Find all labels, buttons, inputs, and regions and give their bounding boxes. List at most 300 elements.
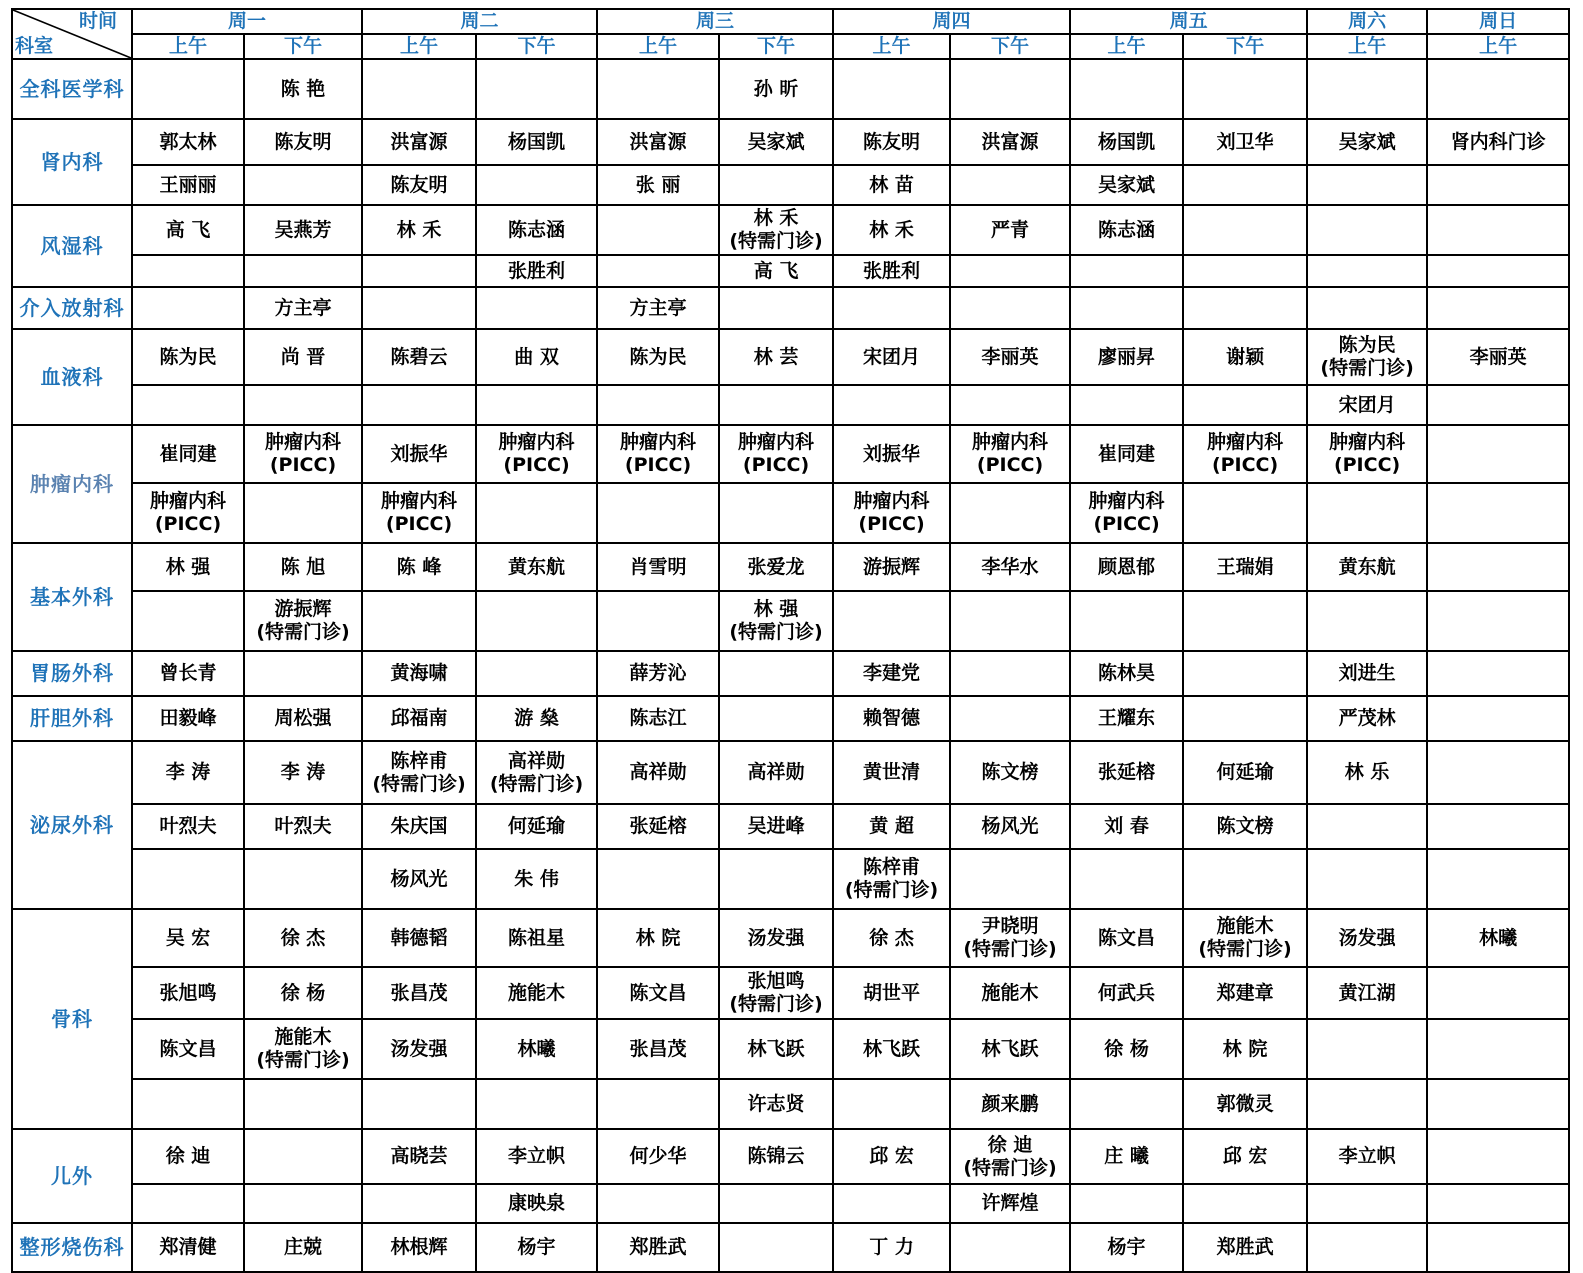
doctor-name: 张延榕	[629, 815, 687, 837]
doctor-cell	[950, 849, 1070, 909]
doctor-cell	[833, 1223, 950, 1272]
doctor-name: 严茂林	[1338, 707, 1396, 729]
doctor-cell	[362, 119, 476, 165]
clinic-note: (特需门诊)	[844, 879, 939, 901]
doctor-name: 张延榕	[1098, 761, 1156, 783]
doctor-cell	[476, 119, 597, 165]
doctor-cell	[132, 1129, 244, 1184]
doctor-name: 陈林昊	[1098, 662, 1156, 684]
doctor-name: 徐 杰	[869, 926, 914, 949]
day-header: 周一	[132, 9, 362, 34]
doctor-cell	[476, 741, 597, 804]
doctor-cell	[833, 696, 950, 741]
clinic-note: (特需门诊)	[489, 772, 584, 795]
doctor-cell	[476, 543, 597, 591]
doctor-cell	[362, 59, 476, 119]
doctor-cell	[597, 591, 719, 651]
doctor-cell	[719, 425, 833, 483]
day-header: 周六	[1307, 9, 1427, 34]
doctor-cell	[833, 804, 950, 849]
doctor-cell	[719, 483, 833, 543]
doctor-name: 陈为民	[1338, 334, 1396, 356]
clinic-note: (特需门诊)	[256, 621, 350, 643]
doctor-name: 曲 双	[514, 345, 559, 368]
doctor-cell	[1427, 255, 1569, 287]
doctor-cell	[1427, 425, 1569, 483]
doctor-cell	[132, 741, 244, 804]
doctor-cell	[476, 165, 597, 205]
doctor-cell	[362, 849, 476, 909]
doctor-cell	[244, 385, 362, 425]
doctor-name: 陈文昌	[629, 981, 687, 1004]
doctor-cell	[362, 741, 476, 804]
schedule-row	[12, 1129, 1569, 1184]
department-label: 肾内科	[40, 149, 104, 174]
doctor-name: 李 涛	[165, 761, 211, 783]
doctor-name: 林 院	[1222, 1037, 1268, 1060]
doctor-cell	[362, 543, 476, 591]
doctor-cell	[362, 591, 476, 651]
doctor-cell	[1070, 591, 1183, 651]
doctor-cell	[244, 165, 362, 205]
doctor-cell	[719, 651, 833, 696]
doctor-name: 林曦	[517, 1037, 556, 1060]
doctor-cell	[132, 1019, 244, 1079]
department-label: 风湿科	[40, 233, 104, 258]
doctor-cell	[244, 696, 362, 741]
clinic-note: (PICC)	[742, 454, 810, 476]
doctor-cell	[1183, 329, 1307, 385]
doctor-name: 陈文榜	[981, 761, 1039, 783]
doctor-cell	[1183, 967, 1307, 1019]
doctor-name: 张旭鸣	[747, 970, 805, 992]
doctor-cell	[1427, 909, 1569, 967]
doctor-cell	[1307, 483, 1427, 543]
doctor-cell	[1070, 696, 1183, 741]
doctor-cell	[1183, 255, 1307, 287]
doctor-cell	[719, 1079, 833, 1129]
doctor-name: 陈志涵	[1098, 218, 1156, 241]
doctor-name: 肿瘤内科	[972, 431, 1049, 453]
department-name	[12, 329, 132, 425]
doctor-cell	[1307, 425, 1427, 483]
doctor-name: 林 芸	[753, 345, 799, 368]
doctor-name: 王丽丽	[159, 173, 217, 196]
doctor-name: 谢颖	[1226, 345, 1265, 368]
doctor-name: 叶烈夫	[159, 815, 217, 837]
doctor-name: 高祥勋	[629, 761, 687, 783]
doctor-name: 陈 艳	[280, 77, 326, 100]
doctor-cell	[1427, 1129, 1569, 1184]
doctor-name: 崔同建	[1098, 442, 1156, 465]
doctor-cell	[1307, 385, 1427, 425]
doctor-name: 游振辉	[863, 555, 921, 578]
department-label: 基本外科	[30, 584, 114, 609]
doctor-name: 庄兢	[284, 1236, 323, 1258]
doctor-name: 陈 旭	[280, 555, 326, 578]
doctor-cell	[1427, 741, 1569, 804]
doctor-cell	[719, 59, 833, 119]
doctor-name: 陈祖星	[508, 926, 566, 949]
doctor-cell	[1427, 591, 1569, 651]
doctor-name: 陈志涵	[508, 218, 566, 241]
doctor-cell	[132, 119, 244, 165]
department-label: 介入放射科	[19, 295, 125, 320]
doctor-cell	[950, 329, 1070, 385]
doctor-name: 汤发强	[747, 926, 805, 949]
doctor-name: 肾内科门诊	[1450, 130, 1546, 153]
session-header: 下午	[244, 34, 362, 59]
doctor-name: 陈为民	[629, 345, 687, 368]
doctor-cell	[1183, 696, 1307, 741]
doctor-name: 李立帜	[508, 1145, 566, 1167]
doctor-name: 李丽英	[981, 345, 1039, 368]
doctor-cell	[1307, 1019, 1427, 1079]
doctor-cell	[950, 909, 1070, 967]
doctor-cell	[1427, 59, 1569, 119]
doctor-cell	[362, 255, 476, 287]
doctor-cell	[719, 741, 833, 804]
doctor-cell	[1183, 205, 1307, 255]
doctor-name: 林 苗	[869, 173, 914, 196]
doctor-cell	[833, 165, 950, 205]
doctor-name: 肿瘤内科	[1329, 431, 1406, 453]
doctor-name: 宋团月	[1338, 393, 1396, 416]
doctor-cell	[476, 696, 597, 741]
department-name	[12, 543, 132, 651]
doctor-cell	[950, 1223, 1070, 1272]
doctor-cell	[597, 1079, 719, 1129]
doctor-name: 尹晓明	[981, 915, 1039, 937]
doctor-cell	[132, 696, 244, 741]
doctor-cell	[950, 59, 1070, 119]
doctor-cell	[476, 1223, 597, 1272]
doctor-cell	[597, 287, 719, 329]
doctor-cell	[950, 255, 1070, 287]
doctor-cell	[1183, 651, 1307, 696]
schedule-row	[12, 543, 1569, 591]
doctor-cell	[597, 255, 719, 287]
doctor-name: 杨宇	[1107, 1236, 1146, 1258]
doctor-cell	[244, 425, 362, 483]
doctor-name: 高晓芸	[390, 1145, 448, 1167]
clinic-note: (特需门诊)	[963, 938, 1057, 960]
doctor-name: 徐 迪	[165, 1145, 211, 1167]
doctor-cell	[362, 1184, 476, 1223]
department-name	[12, 59, 132, 119]
doctor-cell	[476, 591, 597, 651]
doctor-cell	[1183, 1223, 1307, 1272]
doctor-cell	[132, 205, 244, 255]
doctor-cell	[597, 741, 719, 804]
doctor-cell	[1427, 1079, 1569, 1129]
doctor-name: 刘振华	[863, 442, 921, 465]
doctor-cell	[244, 543, 362, 591]
doctor-name: 肿瘤内科	[620, 431, 697, 453]
department-label: 整形烧伤科	[19, 1235, 125, 1259]
doctor-cell	[950, 165, 1070, 205]
doctor-cell	[1070, 483, 1183, 543]
doctor-cell	[597, 696, 719, 741]
doctor-cell	[1183, 119, 1307, 165]
doctor-cell	[1183, 909, 1307, 967]
doctor-cell	[244, 967, 362, 1019]
doctor-cell	[362, 287, 476, 329]
doctor-cell	[244, 651, 362, 696]
doctor-cell	[597, 59, 719, 119]
doctor-name: 洪富源	[981, 130, 1039, 153]
doctor-cell	[833, 1019, 950, 1079]
doctor-name: 高 飞	[753, 259, 799, 282]
doctor-cell	[1307, 1184, 1427, 1223]
doctor-cell	[132, 849, 244, 909]
doctor-cell	[132, 1184, 244, 1223]
doctor-cell	[950, 1184, 1070, 1223]
doctor-name: 陈文昌	[1098, 926, 1156, 949]
doctor-cell	[833, 287, 950, 329]
doctor-name: 黄 超	[869, 815, 914, 837]
doctor-name: 陈文榜	[1216, 815, 1274, 837]
doctor-name: 陈碧云	[390, 345, 448, 368]
schedule-row	[12, 967, 1569, 1019]
doctor-cell	[476, 1184, 597, 1223]
doctor-cell	[132, 1223, 244, 1272]
doctor-name: 徐 杨	[280, 981, 326, 1004]
doctor-name: 吴家斌	[747, 130, 805, 153]
doctor-cell	[132, 909, 244, 967]
doctor-name: 周松强	[274, 707, 332, 729]
doctor-cell	[244, 1184, 362, 1223]
schedule-row	[12, 287, 1569, 329]
department-name	[12, 741, 132, 909]
doctor-cell	[362, 329, 476, 385]
doctor-name: 许辉煌	[981, 1192, 1039, 1214]
doctor-cell	[719, 849, 833, 909]
doctor-cell	[597, 909, 719, 967]
doctor-cell	[719, 909, 833, 967]
doctor-cell	[1427, 849, 1569, 909]
doctor-name: 汤发强	[390, 1037, 448, 1060]
doctor-cell	[132, 329, 244, 385]
doctor-name: 吴燕芳	[274, 218, 332, 241]
doctor-cell	[1427, 329, 1569, 385]
doctor-name: 廖丽昇	[1098, 345, 1156, 368]
doctor-cell	[132, 59, 244, 119]
doctor-cell	[719, 329, 833, 385]
doctor-cell	[950, 696, 1070, 741]
doctor-name: 施能木	[508, 981, 566, 1004]
doctor-name: 黄江湖	[1338, 981, 1396, 1004]
doctor-cell	[719, 165, 833, 205]
clinic-note: (PICC)	[269, 454, 337, 476]
doctor-name: 刘进生	[1338, 662, 1396, 684]
doctor-name: 杨宇	[517, 1236, 556, 1258]
doctor-cell	[950, 1129, 1070, 1184]
doctor-cell	[1070, 967, 1183, 1019]
doctor-name: 肿瘤内科	[1207, 431, 1284, 453]
schedule-row	[12, 119, 1569, 165]
doctor-cell	[597, 1223, 719, 1272]
doctor-name: 薛芳沁	[629, 662, 687, 684]
doctor-cell	[476, 651, 597, 696]
doctor-name: 林飞跃	[981, 1037, 1039, 1060]
doctor-name: 邱福南	[390, 707, 448, 729]
doctor-cell	[1427, 1019, 1569, 1079]
doctor-cell	[719, 255, 833, 287]
doctor-name: 陈为民	[159, 345, 217, 368]
doctor-name: 黄东航	[1338, 555, 1396, 578]
doctor-name: 郑清健	[159, 1236, 217, 1258]
schedule-row	[12, 1223, 1569, 1272]
doctor-name: 张胜利	[508, 259, 566, 282]
session-header: 下午	[950, 34, 1070, 59]
doctor-name: 方主亭	[274, 296, 332, 319]
doctor-cell	[950, 651, 1070, 696]
doctor-name: 曾长青	[159, 662, 217, 684]
doctor-cell	[597, 329, 719, 385]
doctor-name: 张爱龙	[747, 555, 805, 578]
outpatient-schedule-table	[11, 8, 1570, 1273]
doctor-cell	[244, 119, 362, 165]
doctor-cell	[132, 543, 244, 591]
doctor-cell	[362, 483, 476, 543]
doctor-cell	[132, 651, 244, 696]
doctor-cell	[132, 804, 244, 849]
doctor-name: 邱 宏	[869, 1145, 914, 1167]
doctor-cell	[597, 651, 719, 696]
doctor-cell	[597, 385, 719, 425]
doctor-cell	[1183, 165, 1307, 205]
doctor-cell	[597, 543, 719, 591]
doctor-cell	[1307, 205, 1427, 255]
doctor-name: 许志贤	[747, 1092, 805, 1115]
department-name	[12, 1223, 132, 1272]
doctor-cell	[362, 651, 476, 696]
department-label: 血液科	[40, 364, 104, 389]
schedule-row	[12, 909, 1569, 967]
doctor-cell	[476, 1079, 597, 1129]
doctor-name: 林根辉	[390, 1236, 448, 1258]
doctor-cell	[1307, 59, 1427, 119]
doctor-name: 李立帜	[1338, 1145, 1396, 1167]
doctor-name: 林 强	[165, 555, 211, 578]
doctor-cell	[132, 425, 244, 483]
clinic-note: (特需门诊)	[372, 772, 466, 795]
doctor-name: 肿瘤内科	[738, 431, 815, 453]
session-header: 上午	[1070, 34, 1183, 59]
doctor-cell	[1070, 425, 1183, 483]
doctor-cell	[244, 483, 362, 543]
doctor-cell	[719, 1223, 833, 1272]
doctor-cell	[1427, 287, 1569, 329]
doctor-name: 汤发强	[1338, 926, 1396, 949]
doctor-name: 刘卫华	[1216, 130, 1274, 153]
doctor-cell	[1427, 543, 1569, 591]
doctor-cell	[362, 385, 476, 425]
doctor-cell	[132, 385, 244, 425]
doctor-cell	[950, 287, 1070, 329]
schedule-row	[12, 385, 1569, 425]
doctor-cell	[1183, 425, 1307, 483]
department-name	[12, 425, 132, 543]
doctor-cell	[476, 804, 597, 849]
doctor-cell	[1307, 651, 1427, 696]
doctor-cell	[950, 425, 1070, 483]
doctor-cell	[1307, 543, 1427, 591]
doctor-name: 田毅峰	[159, 707, 217, 729]
doctor-cell	[362, 696, 476, 741]
doctor-cell	[362, 1223, 476, 1272]
doctor-cell	[244, 59, 362, 119]
doctor-name: 孙 昕	[753, 77, 799, 100]
schedule-row	[12, 425, 1569, 483]
doctor-name: 高祥勋	[747, 761, 805, 783]
doctor-cell	[1070, 1184, 1183, 1223]
schedule-row	[12, 741, 1569, 804]
doctor-cell	[244, 849, 362, 909]
doctor-cell	[950, 1019, 1070, 1079]
doctor-cell	[1307, 1129, 1427, 1184]
clinic-note: (PICC)	[858, 513, 925, 535]
doctor-cell	[1427, 967, 1569, 1019]
doctor-cell	[476, 967, 597, 1019]
schedule-row	[12, 651, 1569, 696]
session-header: 上午	[597, 34, 719, 59]
doctor-cell	[476, 59, 597, 119]
doctor-cell	[362, 967, 476, 1019]
doctor-cell	[597, 119, 719, 165]
doctor-name: 游振辉	[274, 598, 332, 620]
doctor-cell	[833, 849, 950, 909]
doctor-cell	[833, 741, 950, 804]
doctor-cell	[719, 591, 833, 651]
doctor-name: 陈锦云	[747, 1145, 805, 1167]
clinic-note: (特需门诊)	[729, 230, 823, 252]
doctor-name: 施能木	[274, 1026, 332, 1048]
doctor-name: 李丽英	[1469, 345, 1527, 368]
department-label: 儿外	[51, 1163, 93, 1188]
schedule-row	[12, 483, 1569, 543]
doctor-cell	[476, 205, 597, 255]
doctor-cell	[132, 1079, 244, 1129]
doctor-name: 刘振华	[390, 442, 448, 465]
doctor-cell	[719, 287, 833, 329]
doctor-cell	[719, 119, 833, 165]
doctor-name: 肖雪明	[629, 555, 687, 578]
doctor-cell	[597, 1129, 719, 1184]
day-header: 周二	[362, 9, 597, 34]
schedule-row	[12, 804, 1569, 849]
doctor-name: 朱 伟	[514, 867, 559, 890]
doctor-cell	[244, 741, 362, 804]
doctor-cell	[1183, 591, 1307, 651]
doctor-name: 何少华	[629, 1145, 687, 1167]
doctor-cell	[833, 909, 950, 967]
doctor-cell	[1427, 165, 1569, 205]
doctor-cell	[833, 385, 950, 425]
doctor-cell	[719, 543, 833, 591]
clinic-note: (PICC)	[1211, 454, 1279, 476]
doctor-name: 朱庆国	[390, 815, 448, 837]
clinic-note: (特需门诊)	[1320, 357, 1414, 379]
doctor-name: 吴家斌	[1338, 130, 1396, 153]
doctor-cell	[1427, 1184, 1569, 1223]
doctor-cell	[1183, 1184, 1307, 1223]
doctor-cell	[833, 1079, 950, 1129]
doctor-name: 施能木	[1216, 915, 1274, 937]
doctor-name: 何延瑜	[1216, 761, 1274, 783]
doctor-cell	[132, 967, 244, 1019]
